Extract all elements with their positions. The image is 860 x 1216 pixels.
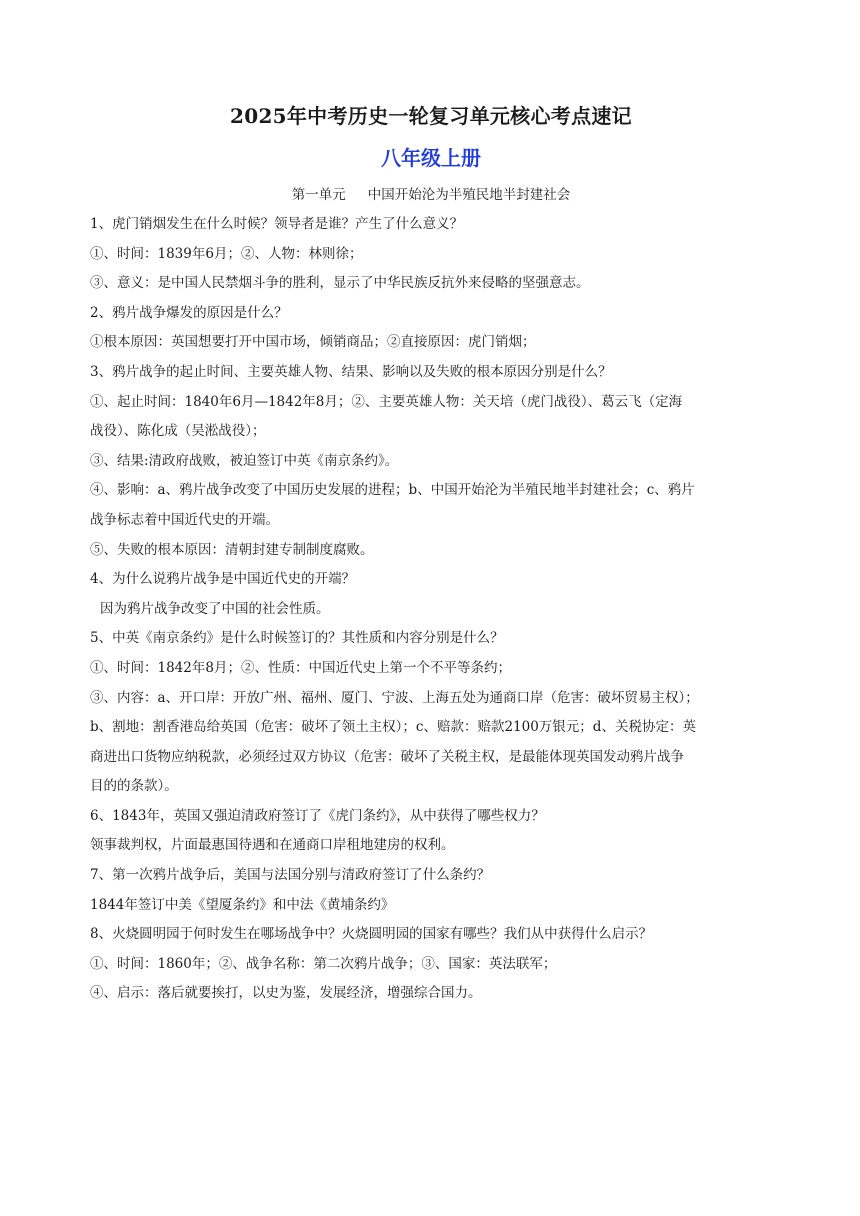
unit-number: 第一单元 — [291, 187, 346, 203]
answer-line: ①、时间：1860年；②、战争名称：第二次鸦片战争；③、国家：英法联军； — [90, 955, 557, 972]
question-8: 8、火烧圆明园于何时发生在哪场战争中？火烧圆明园的国家有哪些？我们从中获得什么启示？ — [90, 926, 653, 943]
answer-line: 战役）、陈化成（吴淞战役）； — [90, 423, 266, 440]
answer-line: 商进出口货物应纳税款，必须经过双方协议（危害：破坏了关税主权，是最能体现英国发动鸦片战争 — [90, 748, 684, 765]
answer-line: 目的的条款）。 — [90, 778, 178, 795]
answer-line: ③、结果:清政府战败，被迫签订中英《南京条约》。 — [90, 452, 399, 469]
answer-line: 1844年签订中美《望厦条约》和中法《黄埔条约》 — [90, 896, 395, 913]
question-3: 3、鸦片战争的起止时间、主要英雄人物、结果、影响以及失败的根本原因分别是什么？ — [90, 363, 612, 380]
grade-heading: 八年级上册 — [381, 146, 481, 170]
answer-line: 因为鸦片战争改变了中国的社会性质。 — [100, 600, 330, 617]
answer-line: 战争标志着中国近代史的开端。 — [90, 511, 279, 528]
question-2: 2、鸦片战争爆发的原因是什么？ — [90, 304, 288, 321]
answer-line: ①根本原因：英国想要打开中国市场，倾销商品；②直接原因：虎门销烟； — [90, 334, 536, 351]
document-title: 2025年中考历史一轮复习单元核心考点速记 — [230, 104, 632, 128]
answer-line: ④、启示：落后就要挨打，以史为鉴，发展经济，增强综合国力。 — [90, 985, 482, 1002]
answer-line: 领事裁判权，片面最惠国待遇和在通商口岸租地建房的权利。 — [90, 837, 455, 854]
document-page — [90, 96, 772, 1009]
question-4: 4、为什么说鸦片战争是中国近代史的开端？ — [90, 571, 356, 588]
answer-line: ③、内容：a、开口岸：开放广州、福州、厦门、宁波、上海五处为通商口岸（危害：破坏贸易主权）； — [90, 689, 699, 706]
unit-name: 中国开始沦为半殖民地半封建社会 — [367, 187, 571, 203]
answer-line: b、割地：割香港岛给英国（危害：破坏了领土主权）；c、赔款：赔款2100万银元；d、关税协定：英 — [90, 719, 696, 736]
answer-line: ①、时间：1839年6月；②、人物：林则徐； — [90, 245, 363, 262]
answer-line: ③、意义：是中国人民禁烟斗争的胜利，显示了中华民族反抗外来侵略的坚强意志。 — [90, 275, 590, 292]
answer-line: ①、时间：1842年8月；②、性质：中国近代史上第一个不平等条约； — [90, 659, 511, 676]
answer-line: ①、起止时间：1840年6月—1842年8月；②、主要英雄人物：关天培（虎门战役）、葛云飞（定海 — [90, 393, 683, 410]
question-6: 6、1843年，英国又强迫清政府签订了《虎门条约》，从中获得了哪些权力？ — [90, 807, 545, 824]
answer-line: ④、影响：a、鸦片战争改变了中国历史发展的进程；b、中国开始沦为半殖民地半封建社会；c、鸦片 — [90, 482, 695, 499]
unit-heading — [90, 180, 772, 210]
question-1: 1、虎门销烟发生在什么时候？领导者是谁？产生了什么意义？ — [90, 216, 464, 232]
question-5: 5、中英《南京条约》是什么时候签订的？其性质和内容分别是什么？ — [90, 630, 504, 647]
question-7: 7、第一次鸦片战争后，美国与法国分别与清政府签订了什么条约？ — [90, 867, 491, 884]
answer-line: ⑤、失败的根本原因：清朝封建专制制度腐败。 — [90, 541, 374, 558]
